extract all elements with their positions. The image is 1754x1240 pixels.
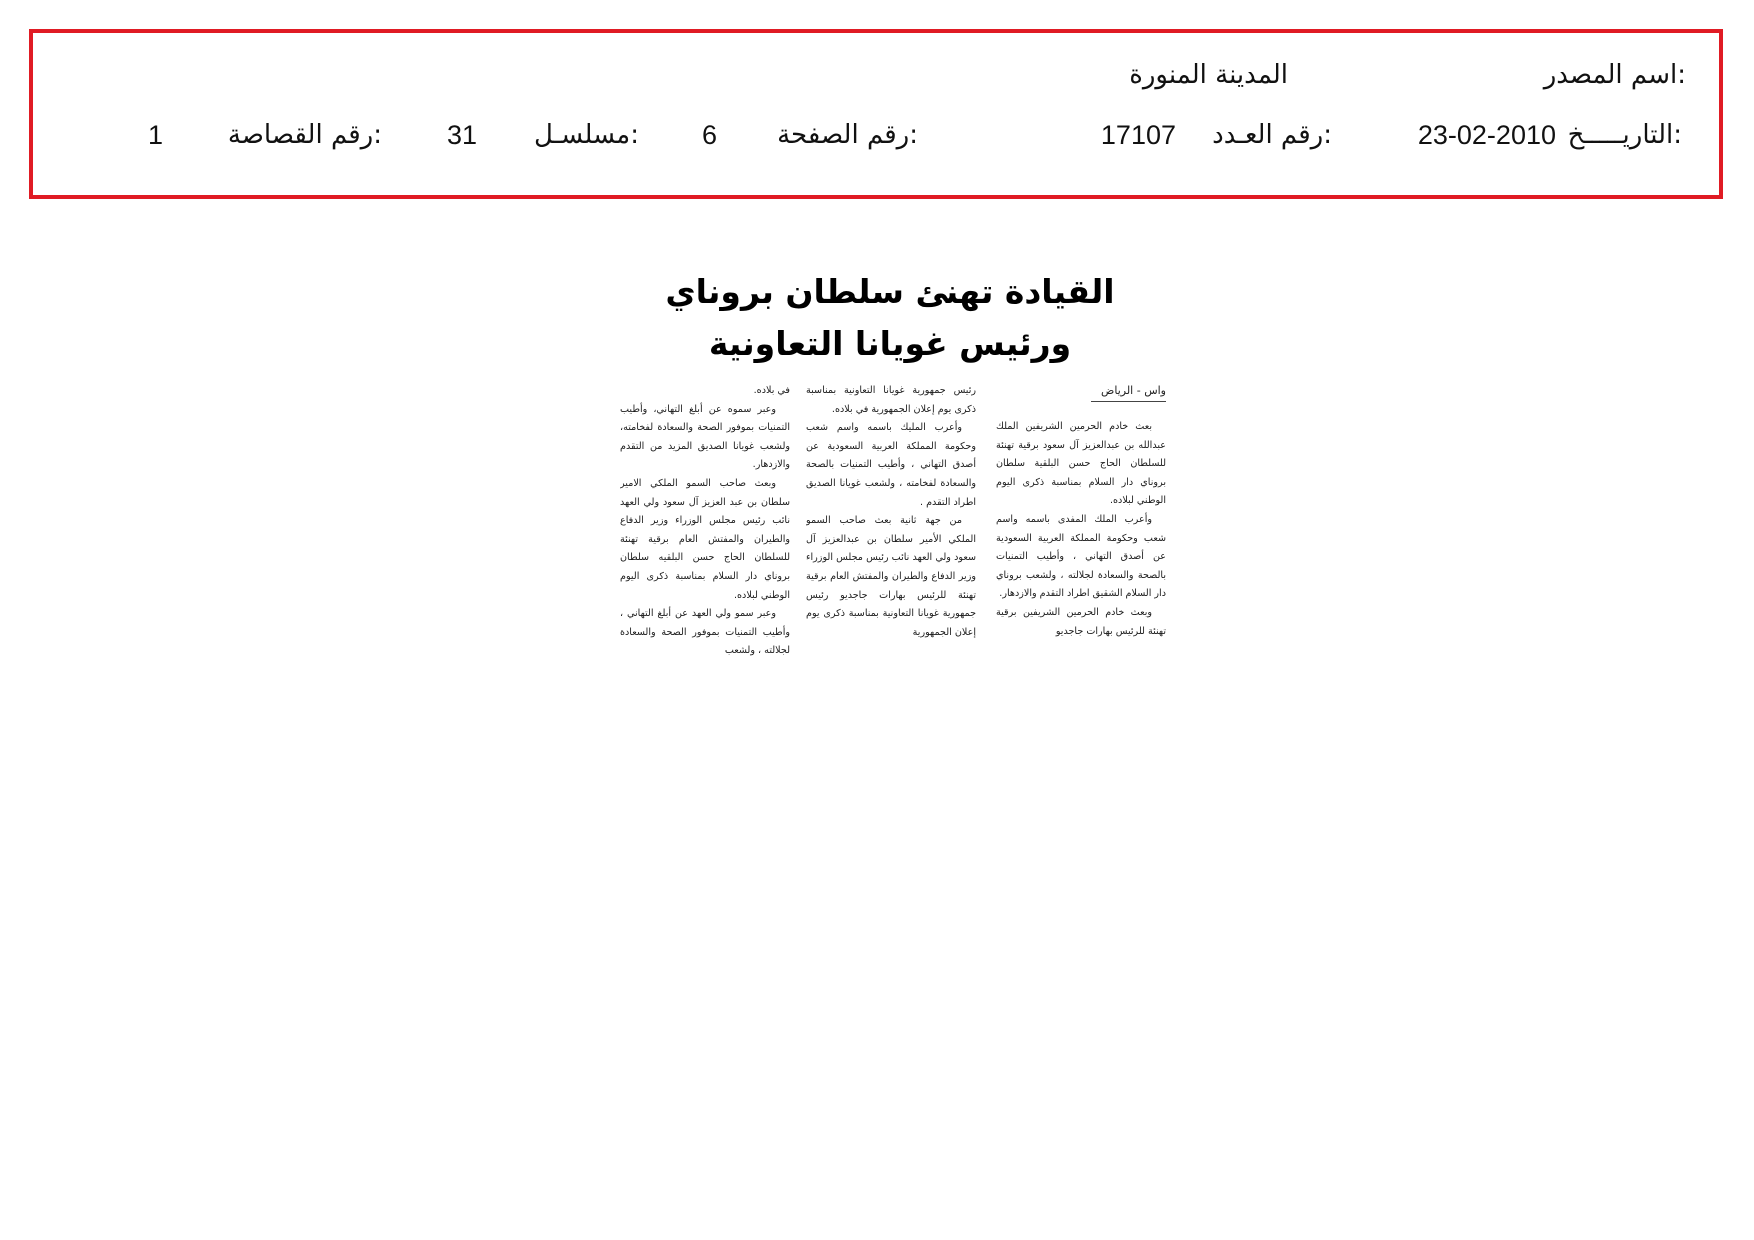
article-column-3	[620, 382, 790, 688]
date-label: التاريـــــخ:	[1567, 120, 1682, 150]
source-label: اسم المصدر:	[1543, 60, 1686, 90]
paragraph: من جهة ثانية بعث صاحب السمو الملكي الأمير سلطان بن عبدالعزيز آل سعود ولي العهد نائب رئيس مجلس الوزراء وزير الدفاع والطيران والمفتش العام برقية تهنئة للرئيس بهارات جاجديو رئيس جمهورية غويانا التعاونية بمناسبة ذكرى يوم إعلان الجمهورية	[806, 515, 976, 638]
article-column-1	[996, 418, 1166, 688]
paragraph: رئيس جمهورية غويانا التعاونية بمناسبة ذكرى يوم إعلان الجمهورية في بلاده.	[806, 385, 976, 415]
paragraph: وأعرب الملك المفدى باسمه واسم شعب وحكومة المملكة العربية السعودية عن أصدق التهاني ، وأطيب التمنيات بالصحة والسعادة لجلالته ، ولشعب بروناي دار السلام الشقيق اطراد التقدم والازدهار.	[996, 513, 1166, 600]
clip-number-label: رقم القصاصة:	[227, 120, 382, 150]
paragraph: وبعث صاحب السمو الملكي الامير سلطان بن عبد العزيز آل سعود ولي العهد نائب رئيس مجلس الوزراء وزير الدفاع والطيران والمفتش العام برقية تهنئة للسلطان الحاج حسن البلقيه سلطان بروناي دار السلام بمناسبة ذكرى اليوم الوطني لبلاده.	[620, 477, 790, 601]
byline: واس - الرياض	[1091, 384, 1166, 402]
page-label: رقم الصفحة:	[777, 120, 918, 150]
paragraph: في بلاده.	[753, 385, 790, 396]
headline-line-1: القيادة تهنئ سلطان بروناي	[665, 272, 1115, 311]
serial-label: مسلسـل:	[534, 120, 639, 150]
paragraph: وعبر سموه عن أبلغ التهاني، وأطيب التمنيات بموفور الصحة والسعادة لفخامته، ولشعب غويانا الصديق المزيد من التقدم والازدهار.	[620, 403, 790, 471]
paragraph: بعث خادم الحرمين الشريفين الملك عبدالله بن عبدالعزيز آل سعود برقية تهنئة للسلطان الحاج حسن البلقية سلطان بروناي دار السلام بمناسبة ذكرى اليوم الوطني لبلاده.	[996, 421, 1166, 507]
paragraph: وبعث خادم الحرمين الشريفين برقية تهنئة للرئيس بهارات جاجديو	[996, 606, 1166, 637]
page-value: 6	[701, 120, 717, 150]
serial-value: 31	[446, 120, 477, 150]
headline-line-2: ورئيس غويانا التعاونية	[708, 324, 1072, 363]
article-column-2	[806, 382, 976, 688]
newspaper-clipping	[610, 262, 1170, 692]
issue-value: 17107	[1100, 120, 1176, 150]
clip-number-value: 1	[147, 120, 163, 150]
paragraph: وأعرب المليك باسمه واسم شعب وحكومة المملكة العربية السعودية عن أصدق التهاني ، وأطيب التمنيات بالصحة والسعادة لفخامته ، ولشعب غويانا الصديق اطراد التقدم .	[806, 422, 976, 508]
source-value: المدينة المنورة	[1129, 60, 1288, 90]
clipping-info-box	[29, 29, 1723, 199]
date-value: 23-02-2010	[1417, 120, 1556, 150]
issue-label: رقم العـدد:	[1212, 120, 1332, 150]
paragraph: وعبر سمو ولي العهد عن أبلغ التهاني ، وأطيب التمنيات بموفور الصحة والسعادة لجلالته ، ولشعب	[620, 608, 790, 657]
